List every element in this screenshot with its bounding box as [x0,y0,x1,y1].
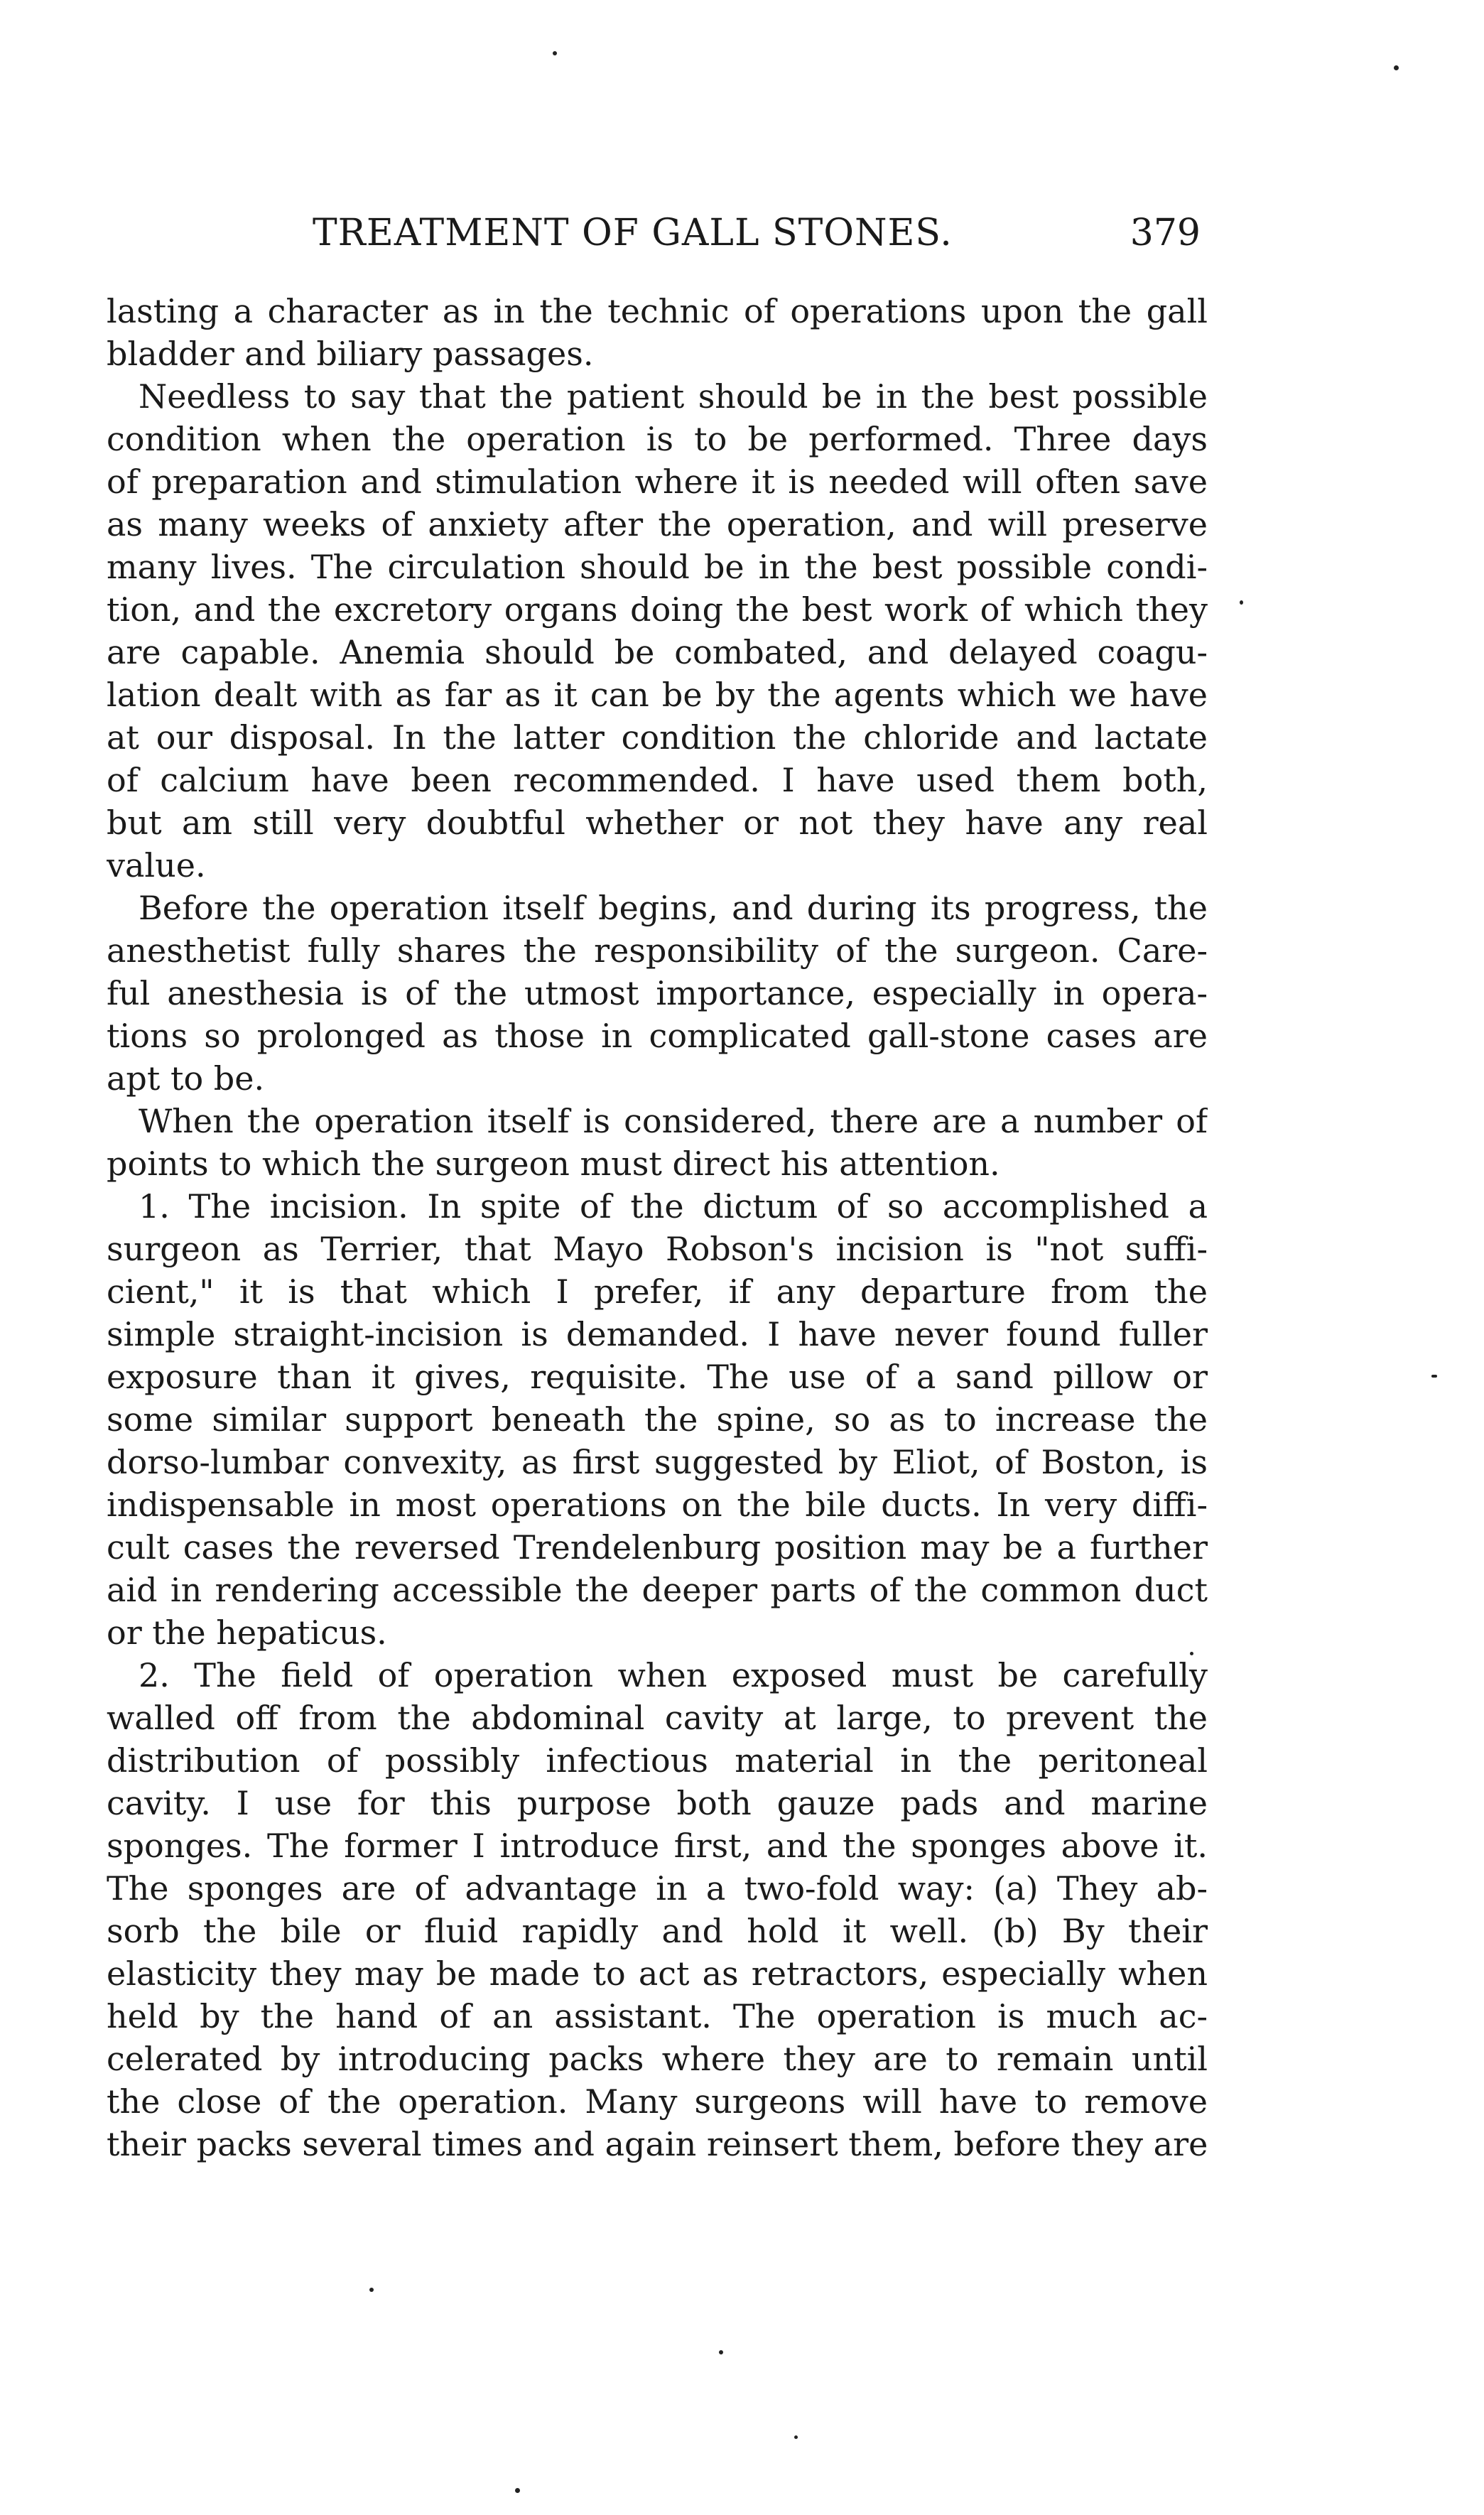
text-line: sorb the bile or fluid rapidly and hold it well. (b) By their [107,1912,1208,1950]
scan-speck [1190,1652,1193,1655]
text-line: sponges. The former I introduce first, and the sponges above it. [107,1827,1208,1865]
text-line: their packs several times and again reinsert them, before they are [107,2125,1208,2163]
text-line: of calcium have been recommended. I have used them both, [107,761,1208,799]
page-header [270,212,1215,254]
text-line: dorso-lumbar convexity, as first suggested by Eliot, of Boston, is [107,1443,1208,1481]
text-line: some similar support beneath the spine, so as to increase the [107,1400,1208,1439]
text-line: lation dealt with as far as it can be by the agents which we have [107,676,1208,714]
text-line: value. [107,846,206,885]
scan-speck [553,51,557,55]
text-line: condition when the operation is to be performed. Three days [107,420,1208,458]
text-line: ful anesthesia is of the utmost importance, especially in opera- [107,974,1208,1012]
text-line: many lives. The circulation should be in the best possible condi- [107,548,1208,586]
scan-speck [1240,600,1243,605]
scan-speck [794,2435,798,2439]
text-line: tion, and the excretory organs doing the best work of which they [107,590,1208,629]
text-line: aid in rendering accessible the deeper parts of the common duct [107,1571,1208,1609]
text-line: anesthetist fully shares the responsibility of the surgeon. Care- [107,931,1208,970]
text-line: cult cases the reversed Trendelenburg position may be a further [107,1528,1208,1567]
text-line: as many weeks of anxiety after the operation, and will preserve [107,505,1208,543]
scan-speck [1394,65,1399,70]
running-title: TREATMENT OF GALL STONES. [313,212,953,254]
text-line: The sponges are of advantage in a two-fold way: (a) They ab- [107,1869,1208,1908]
text-line: or the hepaticus. [107,1613,387,1652]
text-line: but am still very doubtful whether or not they have any real [107,804,1208,842]
text-line: 2. The field of operation when exposed must be carefully [139,1656,1208,1694]
text-line: are capable. Anemia should be combated, and delayed coagu- [107,633,1208,671]
text-line: exposure than it gives, requisite. The use of a sand pillow or [107,1358,1208,1396]
text-line: celerated by introducing packs where they are to remain until [107,2040,1208,2078]
scan-speck [515,2488,520,2493]
text-line: points to which the surgeon must direct his attention. [107,1145,1000,1183]
text-line: held by the hand of an assistant. The operation is much ac- [107,1997,1208,2035]
text-line: tions so prolonged as those in complicated gall-stone cases are [107,1017,1208,1055]
text-line: surgeon as Terrier, that Mayo Robson's incision is "not suffi- [107,1230,1208,1268]
scan-speck [719,2350,723,2354]
text-line: walled off from the abdominal cavity at large, to prevent the [107,1699,1208,1737]
text-line: 1. The incision. In spite of the dictum of so accomplished a [139,1187,1208,1226]
scan-speck [369,2288,374,2292]
text-line: distribution of possibly infectious material in the peritoneal [107,1741,1208,1780]
text-line: cient," it is that which I prefer, if any departure from the [107,1272,1208,1311]
text-line: indispensable in most operations on the bile ducts. In very diffi- [107,1486,1208,1524]
text-line: of preparation and stimulation where it is needed will often save [107,463,1208,501]
text-line: When the operation itself is considered, there are a number of [139,1102,1208,1140]
text-line: lasting a character as in the technic of operations upon the gall [107,292,1208,330]
text-line: the close of the operation. Many surgeons will have to remove [107,2082,1208,2121]
body-text [107,290,1208,2165]
scan-speck [1431,1375,1437,1378]
text-line: at our disposal. In the latter condition the chloride and lactate [107,718,1208,757]
text-line: elasticity they may be made to act as retractors, especially when [107,1954,1208,1993]
text-line: simple straight-incision is demanded. I have never found fuller [107,1315,1208,1353]
page-number: 379 [1130,212,1201,254]
text-line: Before the operation itself begins, and during its progress, the [139,889,1208,927]
text-line: cavity. I use for this purpose both gauze pads and marine [107,1784,1208,1822]
text-line: Needless to say that the patient should be in the best possible [139,377,1208,416]
text-line: apt to be. [107,1059,265,1098]
text-line: bladder and biliary passages. [107,335,594,373]
